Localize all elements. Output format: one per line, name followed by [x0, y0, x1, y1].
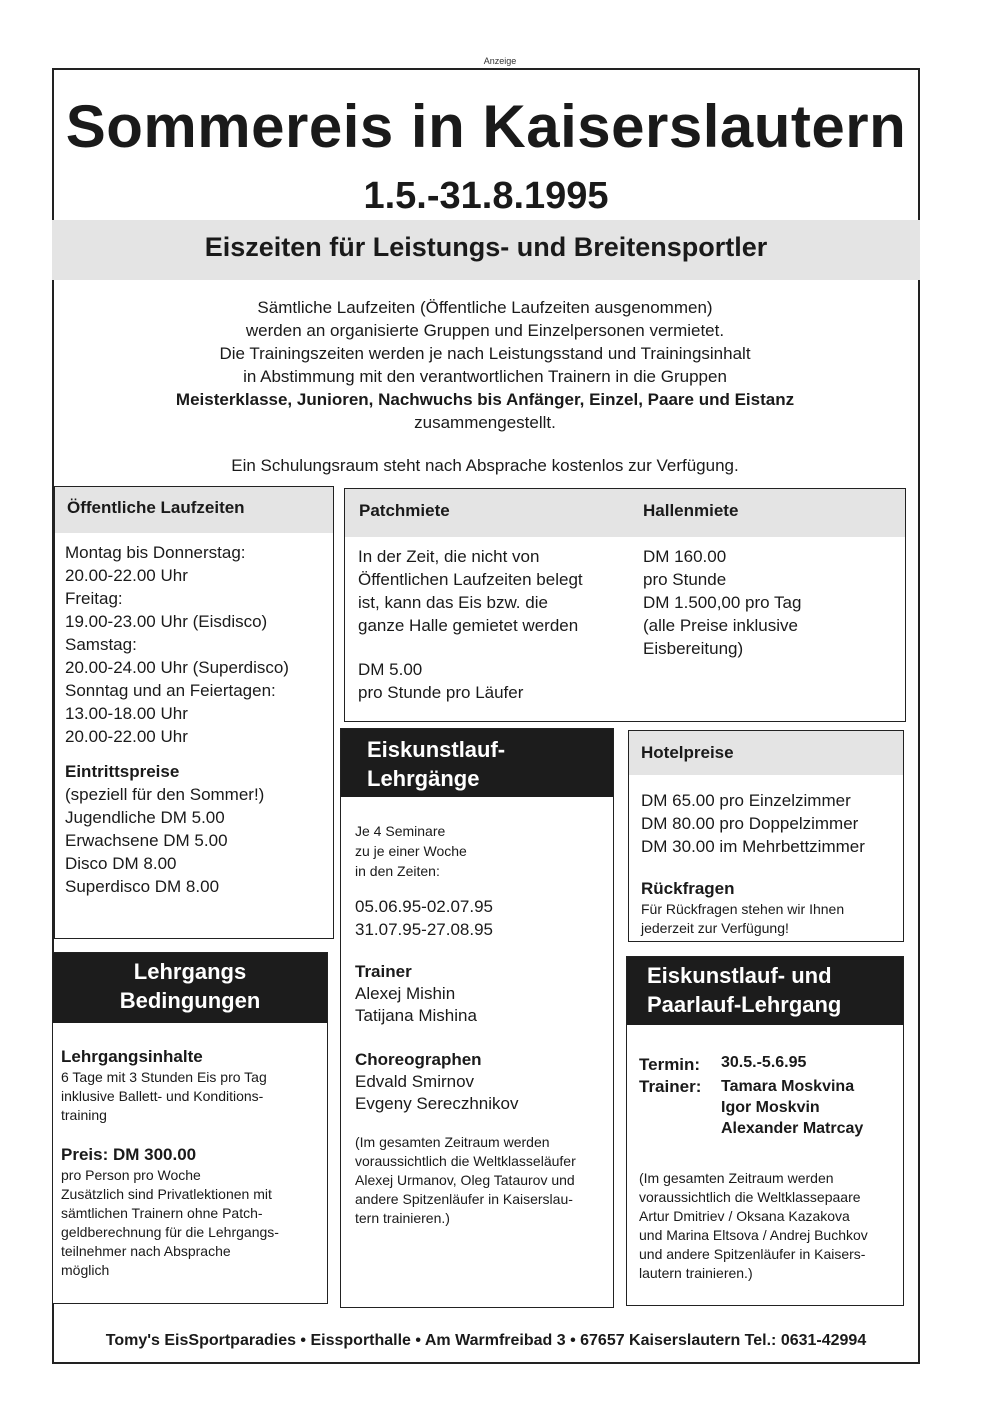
oeffentliche-body: [55, 533, 333, 898]
preis-heading: Preis: DM 300.00: [61, 1145, 197, 1164]
seminar-line: zu je einer Woche: [355, 843, 467, 859]
lehrgangs-body: [53, 1023, 327, 1280]
time-line: Sonntag und an Feiertagen:: [65, 681, 276, 700]
trainer-name: Alexej Mishin: [355, 984, 456, 1003]
time-line: Samstag:: [65, 635, 137, 654]
trainer-name: Igor Moskvin: [721, 1099, 820, 1116]
paarlauf-body: [627, 1025, 903, 1283]
footer-address: Tomy's EisSportparadies • Eissporthalle • Am Warmfreibad 3 • 67657 Kaiserslautern Tel.: 0631-42994: [105, 1332, 867, 1349]
eiskunstlauf-heading-line: Lehrgänge: [367, 766, 480, 791]
intro-groups: Meisterklasse, Junioren, Nachwuchs bis Anfänger, Einzel, Paare und Eistanz: [175, 390, 795, 409]
paarlauf-heading-line: Paarlauf-Lehrgang: [647, 992, 842, 1017]
note-line: und andere Spitzenläufer in Kaisers-: [639, 1246, 866, 1262]
patch-price-unit: pro Stunde pro Läufer: [358, 683, 524, 702]
time-line: 13.00-18.00 Uhr: [65, 704, 188, 723]
hotel-body: [629, 775, 903, 938]
hotel-price: DM 65.00 pro Einzelzimmer: [641, 791, 851, 810]
patch-price: DM 5.00: [358, 660, 423, 679]
halle-line: pro Stunde: [643, 570, 727, 589]
price-line: (speziell für den Sommer!): [65, 785, 265, 804]
choreo-name: Evgeny Sereczhnikov: [355, 1094, 519, 1113]
preis-line: pro Person pro Woche: [61, 1167, 201, 1183]
hotel-price: DM 30.00 im Mehrbettzimmer: [641, 837, 865, 856]
schulungsraum-note: Ein Schulungsraum steht nach Absprache kostenlos zur Verfügung.: [231, 456, 739, 475]
hallenmiete-body: [643, 545, 893, 660]
halle-line: (alle Preise inklusive: [643, 616, 798, 635]
time-line: 20.00-22.00 Uhr: [65, 566, 188, 585]
intro-text: [100, 296, 870, 434]
intro-line: werden an organisierte Gruppen und Einzelpersonen vermietet.: [245, 321, 725, 340]
page-title: Sommereis in Kaiserslautern: [65, 93, 907, 160]
note-line: (Im gesamten Zeitraum werden: [355, 1134, 550, 1150]
note-line: und Marina Eltsova / Andrej Buchkov: [639, 1227, 868, 1243]
inhalt-line: 6 Tage mit 3 Stunden Eis pro Tag: [61, 1069, 267, 1085]
paarlauf-lehrgang-box: [626, 956, 904, 1306]
preis-line: möglich: [61, 1262, 110, 1278]
oeffentliche-heading: Öffentliche Laufzeiten: [55, 487, 333, 533]
intro-line: Die Trainingszeiten werden je nach Leistungsstand und Trainingsinhalt: [219, 344, 751, 363]
lehrgangsinhalte-heading: Lehrgangsinhalte: [61, 1047, 203, 1066]
lehrgangs-heading: [53, 953, 327, 1023]
patch-line: ist, kann das Eis bzw. die: [358, 593, 548, 612]
intro-closing: zusammengestellt.: [414, 413, 556, 432]
note-line: lautern trainieren.): [639, 1265, 753, 1281]
eiskunstlauf-heading: [341, 729, 613, 797]
halle-line: Eisbereitung): [643, 639, 744, 658]
price-line: Superdisco DM 8.00: [65, 877, 220, 896]
trainer-name: Alexander Matrcay: [721, 1120, 864, 1137]
eintrittspreise-heading: Eintrittspreise: [65, 762, 180, 781]
preis-line: Zusätzlich sind Privatlektionen mit: [61, 1186, 272, 1202]
subtitle: Eiszeiten für Leistungs- und Breitensportler: [204, 232, 768, 262]
seminar-line: Je 4 Seminare: [355, 823, 446, 839]
price-line: Jugendliche DM 5.00: [65, 808, 225, 827]
termin-label: Termin:: [639, 1055, 701, 1074]
patch-line: ganze Halle gemietet werden: [358, 616, 579, 635]
price-line: Disco DM 8.00: [65, 854, 177, 873]
choreo-name: Edvald Smirnov: [355, 1072, 475, 1091]
patch-line: Öffentlichen Laufzeiten belegt: [358, 570, 583, 589]
hotelpreise-heading: Hotelpreise: [629, 731, 903, 775]
note-line: Alexej Urmanov, Oleg Tataurov und: [355, 1172, 575, 1188]
patchmiete-body: [358, 545, 628, 704]
note-line: Artur Dmitriev / Oksana Kazakova: [639, 1208, 850, 1224]
time-line: 20.00-22.00 Uhr: [65, 727, 188, 746]
rueck-line: jederzeit zur Verfügung!: [641, 920, 789, 936]
lehrgangs-bedingungen-box: [52, 952, 328, 1304]
preis-line: teilnehmer nach Absprache: [61, 1243, 231, 1259]
note-line: andere Spitzenläufer in Kaiserslau-: [355, 1191, 573, 1207]
patch-line: In der Zeit, die nicht von: [358, 547, 540, 566]
time-line: 19.00-23.00 Uhr (Eisdisco): [65, 612, 268, 631]
intro-line: Sämtliche Laufzeiten (Öffentliche Laufzeiten ausgenommen): [257, 298, 713, 317]
inhalt-line: inklusive Ballett- und Konditions-: [61, 1088, 264, 1104]
halle-line: DM 160.00: [643, 547, 727, 566]
season-dates: 1.5.-31.8.1995: [363, 175, 609, 217]
note-line: voraussichtlich die Weltklasseläufer: [355, 1153, 576, 1169]
seminar-date: 31.07.95-27.08.95: [355, 920, 494, 939]
hotel-price: DM 80.00 pro Doppelzimmer: [641, 814, 859, 833]
preis-line: geldberechnung für die Lehrgangs-: [61, 1224, 279, 1240]
patchmiete-heading: Patchmiete: [359, 501, 450, 520]
time-line: Montag bis Donnerstag:: [65, 543, 246, 562]
trainer-label: Trainer:: [639, 1077, 702, 1096]
intro-line: in Abstimmung mit den verantwortlichen Trainern in die Gruppen: [243, 367, 727, 386]
halle-line: DM 1.500,00 pro Tag: [643, 593, 802, 612]
inhalt-line: training: [61, 1107, 107, 1123]
hotelpreise-box: [628, 730, 904, 942]
preis-line: sämtlichen Trainern ohne Patch-: [61, 1205, 263, 1221]
patch-header-row: [345, 489, 905, 537]
termin-value: 30.5.-5.6.95: [721, 1054, 807, 1071]
paarlauf-heading-line: Eiskunstlauf- und: [647, 963, 832, 988]
eiskunstlauf-lehrgaenge-box: [340, 728, 614, 1308]
hallenmiete-heading: Hallenmiete: [643, 501, 739, 520]
patch-hallenmiete-box: [344, 488, 906, 722]
time-line: Freitag:: [65, 589, 123, 608]
lehrgangs-heading-line: Bedingungen: [119, 988, 261, 1013]
rueckfragen-heading: Rückfragen: [641, 879, 735, 898]
lehrgangs-heading-line: Lehrgangs: [133, 959, 247, 984]
paarlauf-trainers: [721, 1076, 863, 1139]
trainer-name: Tatijana Mishina: [355, 1006, 477, 1025]
choreo-heading: Choreographen: [355, 1050, 482, 1069]
seminar-line: in den Zeiten:: [355, 863, 440, 879]
note-line: (Im gesamten Zeitraum werden: [639, 1170, 834, 1186]
eiskunstlauf-body: [341, 797, 613, 1228]
trainer-name: Tamara Moskvina: [721, 1078, 855, 1095]
time-line: 20.00-24.00 Uhr (Superdisco): [65, 658, 289, 677]
price-line: Erwachsene DM 5.00: [65, 831, 228, 850]
seminar-date: 05.06.95-02.07.95: [355, 897, 494, 916]
ad-label: Anzeige: [483, 56, 517, 66]
paarlauf-heading: [627, 957, 903, 1025]
note-line: tern trainieren.): [355, 1210, 450, 1226]
eiskunstlauf-heading-line: Eiskunstlauf-: [367, 737, 506, 762]
oeffentliche-laufzeiten-box: [54, 486, 334, 939]
trainer-heading: Trainer: [355, 962, 412, 981]
note-line: voraussichtlich die Weltklassepaare: [639, 1189, 861, 1205]
rueck-line: Für Rückfragen stehen wir Ihnen: [641, 901, 845, 917]
